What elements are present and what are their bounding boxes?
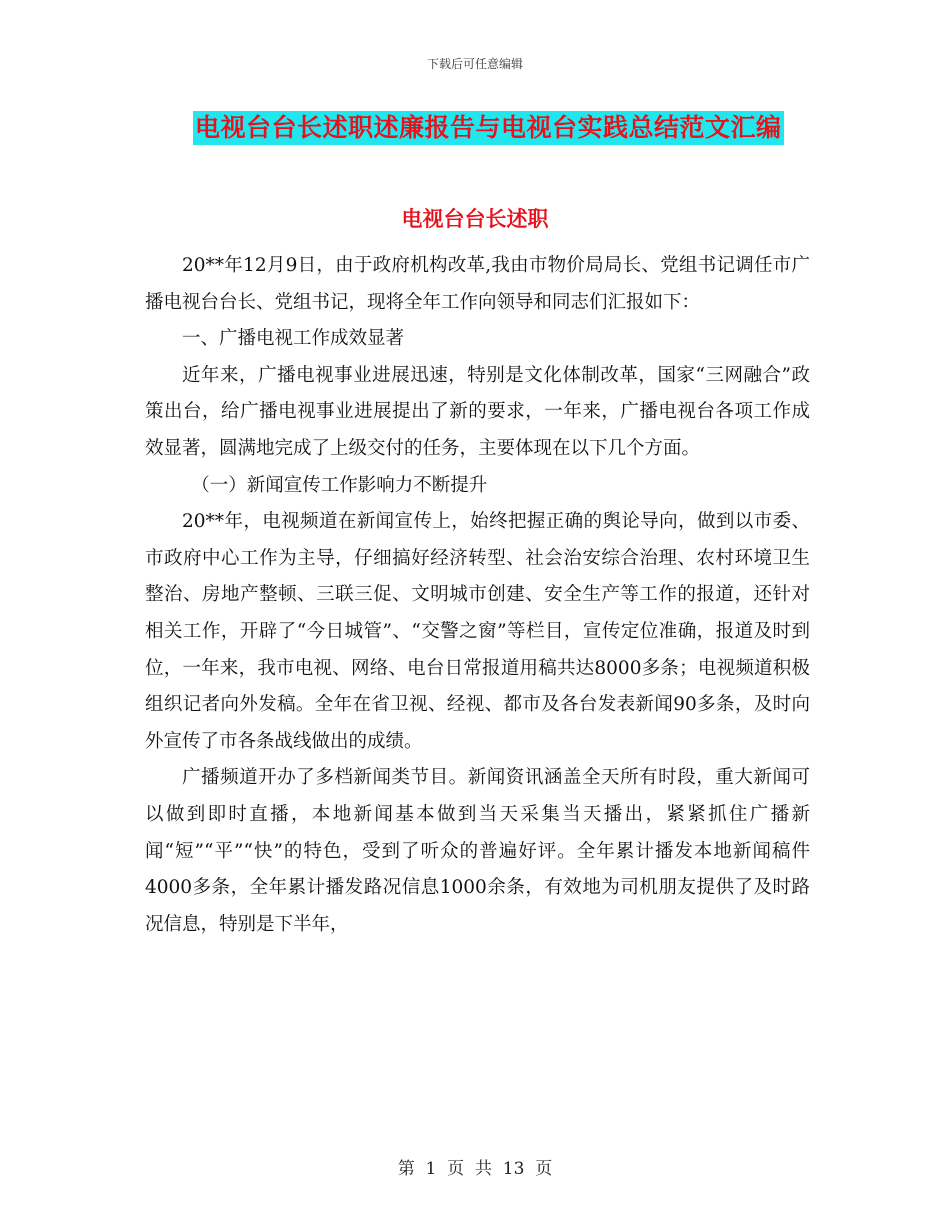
header-note: 下载后可任意编辑: [426, 57, 523, 71]
paragraph: 广播频道开办了多档新闻类节目。新闻资讯涵盖全天所有时段，重大新闻可以做到即时直播，本地新闻基本做到当天采集当天播出，紧紧抓住广播新闻“短”“平”“快”的特色，受到了听众的普遍好评。全年累计播发本地新闻稿件4000多条，全年累计播发路况信息1000余条，有效地为司机朋友提供了及时路况信息，特别是下半年，: [145, 767, 810, 935]
heading-level-2: （一）新闻宣传工作影响力不断提升: [191, 474, 488, 496]
section-title: 电视台台长述职: [401, 207, 549, 231]
paragraph-intro: 20**年12月9日，由于政府机构改革,我由市物价局局长、党组书记调任市广播电视台台长、党组书记，现将全年工作向领导和同志们汇报如下：: [145, 255, 810, 313]
paragraph: 20**年，电视频道在新闻宣传上，始终把握正确的舆论导向，做到以市委、市政府中心工作为主导，仔细搞好经济转型、社会治安综合治理、农村环境卫生整治、房地产整顿、三联三促、文明城市创建、安全生产等工作的报道，还针对相关工作，开辟了“今日城管”、“交警之窗”等栏目，宣传定位准确，报道及时到位，一年来，我市电视、网络、电台日常报道用稿共达8000多条；电视频道积极组织记者向外发稿。全年在省卫视、经视、都市及各台发表新闻90多条，及时向外宣传了市各条战线做出的成绩。: [145, 511, 810, 752]
heading-level-1: 一、广播电视工作成效显著: [182, 328, 405, 350]
document-title: 电视台台长述职述廉报告与电视台实践总结范文汇编: [193, 111, 784, 145]
document-body: [145, 248, 810, 943]
paragraph: 近年来，广播电视事业进展迅速，特别是文化体制改革，国家“三网融合”政策出台，给广播电视事业进展提出了新的要求，一年来，广播电视台各项工作成效显著，圆满地完成了上级交付的任务，主要体现在以下几个方面。: [145, 364, 810, 459]
page-footer: 第 1 页 共 13 页: [397, 1159, 553, 1179]
